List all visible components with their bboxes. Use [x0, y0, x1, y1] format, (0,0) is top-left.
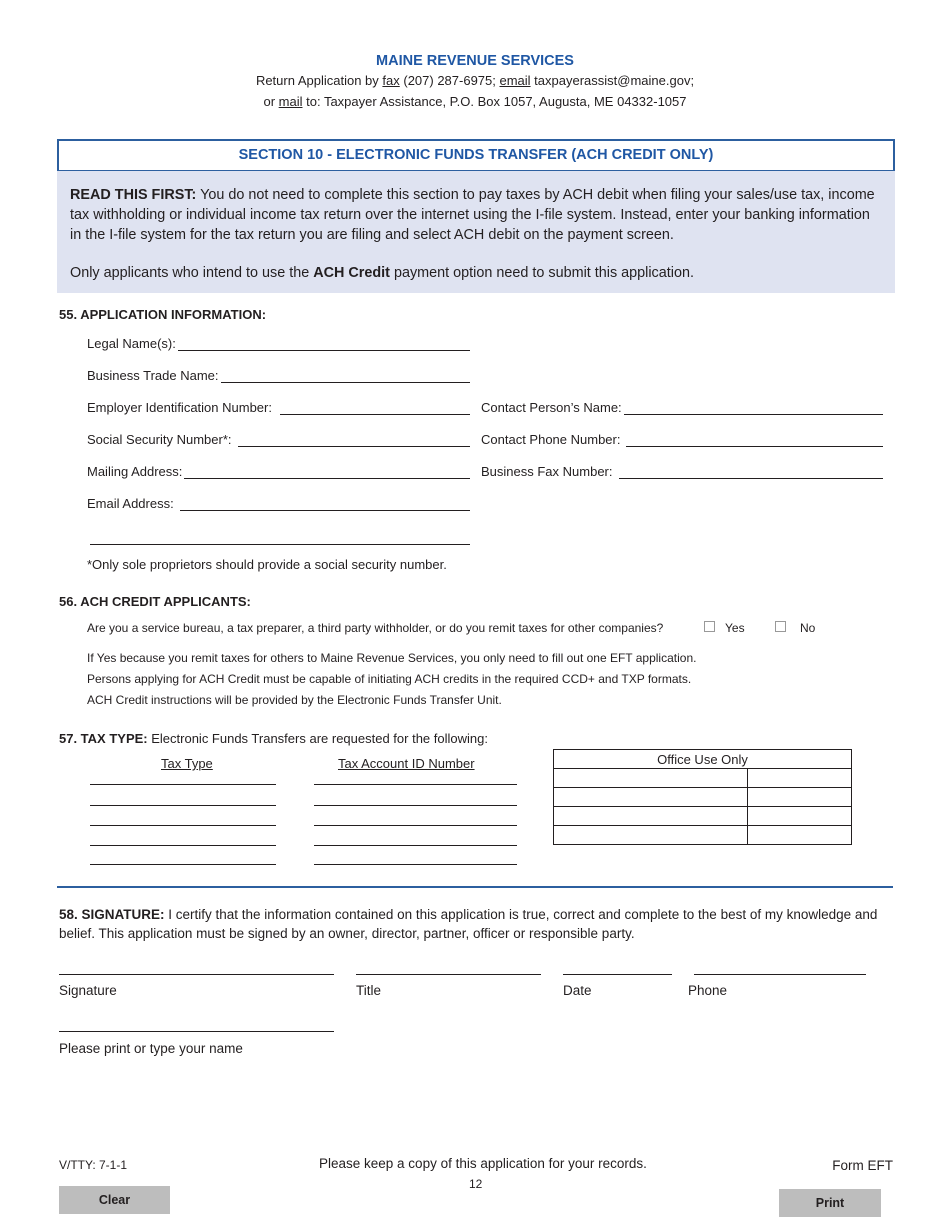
label: Business Trade Name:: [87, 368, 219, 383]
tax-account-header: Tax Account ID Number: [338, 756, 475, 771]
text: taxpayerassist@maine.gov;: [530, 73, 695, 88]
fax-number-field[interactable]: [481, 463, 883, 479]
label: Employer Identification Number:: [87, 400, 272, 415]
signature-line[interactable]: [59, 974, 334, 975]
cell: [748, 769, 852, 788]
tax-type-line[interactable]: [90, 825, 276, 826]
s58-text: [59, 905, 894, 943]
s57-heading: 57. TAX TYPE:: [59, 731, 148, 746]
input-line[interactable]: [184, 465, 470, 479]
mail-word: mail: [278, 94, 303, 109]
title-label: Title: [356, 983, 382, 998]
label: Mailing Address:: [87, 464, 183, 479]
cell: [748, 807, 852, 826]
clear-button[interactable]: Clear: [59, 1186, 170, 1214]
cell: [748, 788, 852, 807]
s57-heading-line: [59, 731, 488, 746]
yes-label: Yes: [725, 621, 745, 635]
label: Legal Name(s):: [87, 336, 176, 351]
mailing-address-field[interactable]: [87, 463, 470, 479]
print-name-label: Please print or type your name: [59, 1041, 243, 1056]
address-extra-line[interactable]: [90, 544, 470, 545]
ein-field[interactable]: [87, 399, 470, 415]
ssn-note: *Only sole proprietors should provide a social security number.: [87, 557, 447, 572]
s56-line-3: ACH Credit instructions will be provided by the Electronic Funds Transfer Unit.: [87, 693, 502, 707]
label: Social Security Number*:: [87, 432, 232, 447]
return-line-2: [0, 94, 950, 109]
agency-title: MAINE REVENUE SERVICES: [376, 53, 574, 69]
office-use-table: [553, 749, 852, 845]
office-use-header: Office Use Only: [554, 750, 852, 769]
tax-type-line[interactable]: [90, 805, 276, 806]
text: or: [263, 94, 279, 109]
tax-account-line[interactable]: [314, 825, 517, 826]
keep-copy-note: Please keep a copy of this application for your records.: [319, 1156, 647, 1171]
form-name: Form EFT: [832, 1158, 893, 1173]
tty-code: V/TTY: 7-1-1: [59, 1158, 128, 1172]
tax-account-line[interactable]: [314, 864, 517, 865]
page-number: 12: [469, 1177, 483, 1191]
s58-heading: 58. SIGNATURE:: [59, 907, 165, 922]
text: payment option need to submit this application.: [389, 265, 694, 281]
read-first-text: You do not need to complete this section to pay taxes by ACH debit when filing your sales/use tax, income tax withholding or individual income tax return over the internet using the I-file system. Instead, enter your banking information in the I-file system for the tax return you are filing and select ACH debit on the payment screen.: [70, 187, 875, 243]
tax-account-line[interactable]: [314, 784, 517, 785]
input-line[interactable]: [180, 497, 470, 511]
phone-label: Phone: [688, 983, 728, 998]
label: Contact Person’s Name:: [481, 400, 622, 415]
label: Email Address:: [87, 496, 174, 511]
ssn-field[interactable]: [87, 431, 470, 447]
text: to: Taxpayer Assistance, P.O. Box 1057, Augusta, ME 04332-1057: [302, 94, 687, 109]
trade-name-field[interactable]: [87, 367, 470, 383]
phone-line[interactable]: [694, 974, 866, 975]
email-field[interactable]: [87, 495, 470, 511]
tax-type-header: Tax Type: [161, 756, 213, 771]
s56-line-2: Persons applying for ACH Credit must be capable of initiating ACH credits in the required CCD+ and TXP formats.: [87, 672, 692, 686]
input-line[interactable]: [624, 401, 883, 415]
s56-question: Are you a service bureau, a tax preparer, a third party withholder, or do you remit taxes for other companies?: [87, 621, 664, 635]
input-line[interactable]: [238, 433, 471, 447]
cell: [554, 826, 748, 845]
signature-label: Signature: [59, 983, 117, 998]
text: ACH Credit: [313, 265, 390, 281]
cell: [554, 769, 748, 788]
read-first-paragraph: [70, 185, 882, 245]
title-line[interactable]: [356, 974, 541, 975]
text: Only applicants who intend to use the: [70, 265, 314, 281]
tax-account-line[interactable]: [314, 845, 517, 846]
text: (207) 287-6975;: [399, 73, 500, 88]
cell: [554, 788, 748, 807]
section-title: SECTION 10 - ELECTRONIC FUNDS TRANSFER (ACH CREDIT ONLY): [57, 139, 895, 172]
cell: [554, 807, 748, 826]
date-line[interactable]: [563, 974, 672, 975]
no-label: No: [800, 621, 816, 635]
tax-type-line[interactable]: [90, 845, 276, 846]
tax-type-line[interactable]: [90, 864, 276, 865]
no-checkbox[interactable]: [775, 621, 786, 632]
ach-credit-paragraph: [70, 263, 882, 283]
text: Electronic Funds Transfers are requested for the following:: [147, 731, 488, 746]
input-line[interactable]: [178, 337, 470, 351]
text: I certify that the information contained on this application is true, correct and complete to the best of my knowledge and belief. This application must be signed by an owner, director, partner, officer or responsible party.: [59, 907, 878, 941]
contact-name-field[interactable]: [481, 399, 883, 415]
print-button[interactable]: Print: [779, 1189, 881, 1217]
yes-checkbox[interactable]: [704, 621, 715, 632]
tax-account-line[interactable]: [314, 805, 517, 806]
email-word: email: [499, 73, 531, 88]
s56-line-1: If Yes because you remit taxes for others to Maine Revenue Services, you only need to fill out one EFT application.: [87, 651, 697, 665]
return-line-1: [0, 73, 950, 88]
date-label: Date: [563, 983, 592, 998]
read-first-box: [57, 171, 895, 293]
contact-phone-field[interactable]: [481, 431, 883, 447]
label: Business Fax Number:: [481, 464, 613, 479]
section-divider: [57, 886, 893, 888]
text: Return Application by: [255, 73, 383, 88]
tax-type-line[interactable]: [90, 784, 276, 785]
input-line[interactable]: [626, 433, 883, 447]
s56-heading: 56. ACH CREDIT APPLICANTS:: [59, 594, 251, 609]
input-line[interactable]: [619, 465, 884, 479]
cell: [748, 826, 852, 845]
read-first-label: READ THIS FIRST:: [70, 187, 197, 203]
input-line[interactable]: [221, 369, 470, 383]
label: Contact Phone Number:: [481, 432, 621, 447]
s55-heading: 55. APPLICATION INFORMATION:: [59, 307, 267, 322]
print-name-line[interactable]: [59, 1031, 334, 1032]
input-line[interactable]: [280, 401, 470, 415]
legal-name-field[interactable]: [87, 335, 470, 351]
fax-word: fax: [382, 73, 400, 88]
